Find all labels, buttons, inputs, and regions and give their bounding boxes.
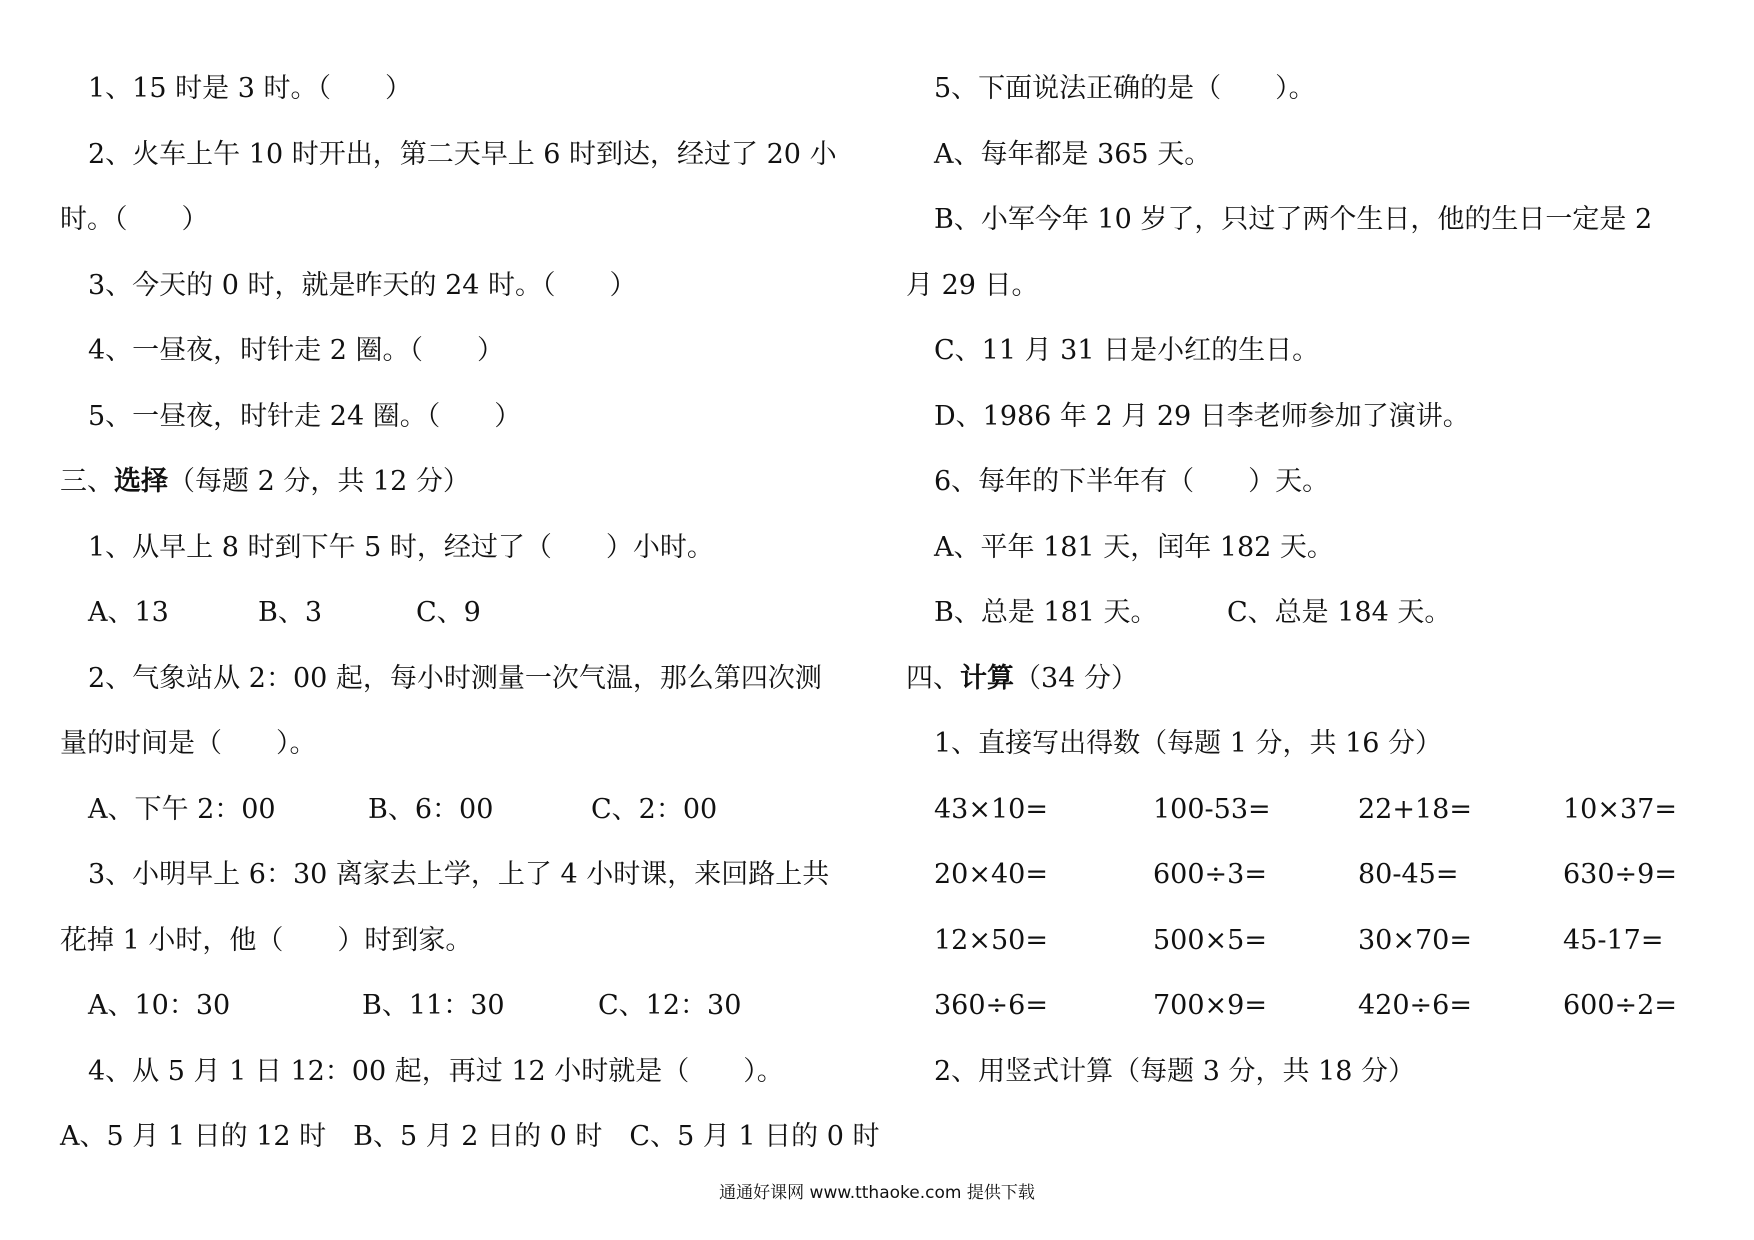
section-calc-prefix: 四、 (906, 662, 960, 694)
judge-q2-line1: 2、火车上午 10 时开出，第二天早上 6 时到达，经过了 20 小 (88, 138, 837, 170)
choice-q4-options: A、5 月 1 日的 12 时 B、5 月 2 日的 0 时 C、5 月 1 日的 0 时 (60, 1121, 880, 1152)
section-choice-heading (60, 455, 870, 521)
option-a: A、13 (88, 597, 169, 628)
choice-q3-line1: 3、小明早上 6：30 离家去上学，上了 4 小时课，来回路上共 (88, 859, 830, 890)
section-calc-score: （34 分） (1014, 662, 1138, 694)
option-c: C、9 (416, 597, 481, 628)
calc-row-3 (906, 914, 1706, 980)
option-a: A、下午 2：00 (88, 793, 276, 825)
option-c: C、12：30 (598, 990, 742, 1021)
judge-q4: 4、一昼夜，时针走 2 圈。（ ） (88, 335, 505, 366)
option-a: A、10：30 (88, 990, 231, 1021)
choice-q6: 6、每年的下半年有（ ）天。 (934, 466, 1330, 497)
judge-q3: 3、今天的 0 时，就是昨天的 24 时。（ ） (88, 269, 637, 301)
section-choice-title: 选择 (114, 466, 168, 497)
calc-part2-title: 2、用竖式计算（每题 3 分，共 18 分） (934, 1055, 1416, 1087)
option-b: B、11：30 (362, 990, 505, 1021)
choice-q4: 4、从 5 月 1 日 12：00 起，再过 12 小时就是（ ）。 (88, 1055, 784, 1087)
option-c: C、总是 184 天。 (1227, 597, 1452, 628)
calc-part1-title: 1、直接写出得数（每题 1 分，共 16 分） (934, 728, 1443, 759)
choice-q2-options (60, 783, 870, 849)
choice-q6-options-bc (906, 586, 1706, 652)
calc-item: 700×9= (1153, 990, 1267, 1021)
choice-q6-option-a: A、平年 181 天，闰年 182 天。 (934, 531, 1334, 563)
calc-item: 12×50= (934, 924, 1048, 956)
calc-item: 10×37= (1563, 793, 1677, 825)
judge-q5: 5、一昼夜，时针走 24 圈。（ ） (88, 400, 522, 432)
calc-row-4 (906, 979, 1706, 1045)
choice-q2-line1: 2、气象站从 2：00 起，每小时测量一次气温，那么第四次测 (88, 662, 822, 694)
choice-q2-line2: 量的时间是（ ）。 (60, 728, 317, 759)
left-column (60, 62, 880, 1176)
calc-row-2 (906, 848, 1706, 914)
section-choice-prefix: 三、 (60, 466, 114, 497)
calc-item: 360÷6= (934, 990, 1048, 1021)
choice-q5-option-d: D、1986 年 2 月 29 日李老师参加了演讲。 (934, 400, 1470, 432)
calc-item: 630÷9= (1563, 859, 1677, 890)
choice-q1-options (60, 586, 870, 652)
calc-item: 43×10= (934, 793, 1048, 825)
option-b: B、6：00 (368, 793, 494, 825)
calc-item: 500×5= (1153, 924, 1267, 956)
calc-item: 45-17= (1563, 924, 1664, 956)
section-calc-title: 计算 (960, 662, 1014, 694)
choice-q5-option-a: A、每年都是 365 天。 (934, 138, 1212, 170)
choice-q5-option-b-line2: 月 29 日。 (906, 269, 1039, 301)
judge-q1: 1、15 时是 3 时。（ ） (88, 73, 412, 104)
option-b: B、3 (258, 597, 323, 628)
choice-q5-option-c: C、11 月 31 日是小红的生日。 (934, 335, 1320, 366)
section-choice-score: （每题 2 分，共 12 分） (168, 466, 470, 497)
choice-q3-line2: 花掉 1 小时，他（ ）时到家。 (60, 924, 473, 956)
right-column (906, 62, 1706, 1110)
calc-item: 20×40= (934, 859, 1048, 890)
calc-item: 80-45= (1358, 859, 1459, 890)
section-calc-heading (906, 652, 1706, 718)
calc-row-1 (906, 783, 1706, 849)
footer-source: 通通好课网 www.tthaoke.com 提供下载 (719, 1183, 1035, 1203)
judge-q2-line2: 时。（ ） (60, 204, 209, 235)
choice-q5-option-b-line1: B、小军今年 10 岁了，只过了两个生日，他的生日一定是 2 (934, 204, 1653, 235)
calc-item: 22+18= (1358, 793, 1472, 825)
choice-q3-options (60, 979, 870, 1045)
choice-q5: 5、下面说法正确的是（ ）。 (934, 73, 1316, 104)
calc-item: 30×70= (1358, 924, 1472, 956)
calc-item: 600÷2= (1563, 990, 1677, 1021)
option-b: B、总是 181 天。 (934, 597, 1158, 628)
option-c: C、2：00 (591, 793, 718, 825)
calc-item: 100-53= (1153, 793, 1271, 825)
calc-item: 600÷3= (1153, 859, 1267, 890)
choice-q1: 1、从早上 8 时到下午 5 时，经过了（ ）小时。 (88, 531, 714, 563)
calc-item: 420÷6= (1358, 990, 1472, 1021)
